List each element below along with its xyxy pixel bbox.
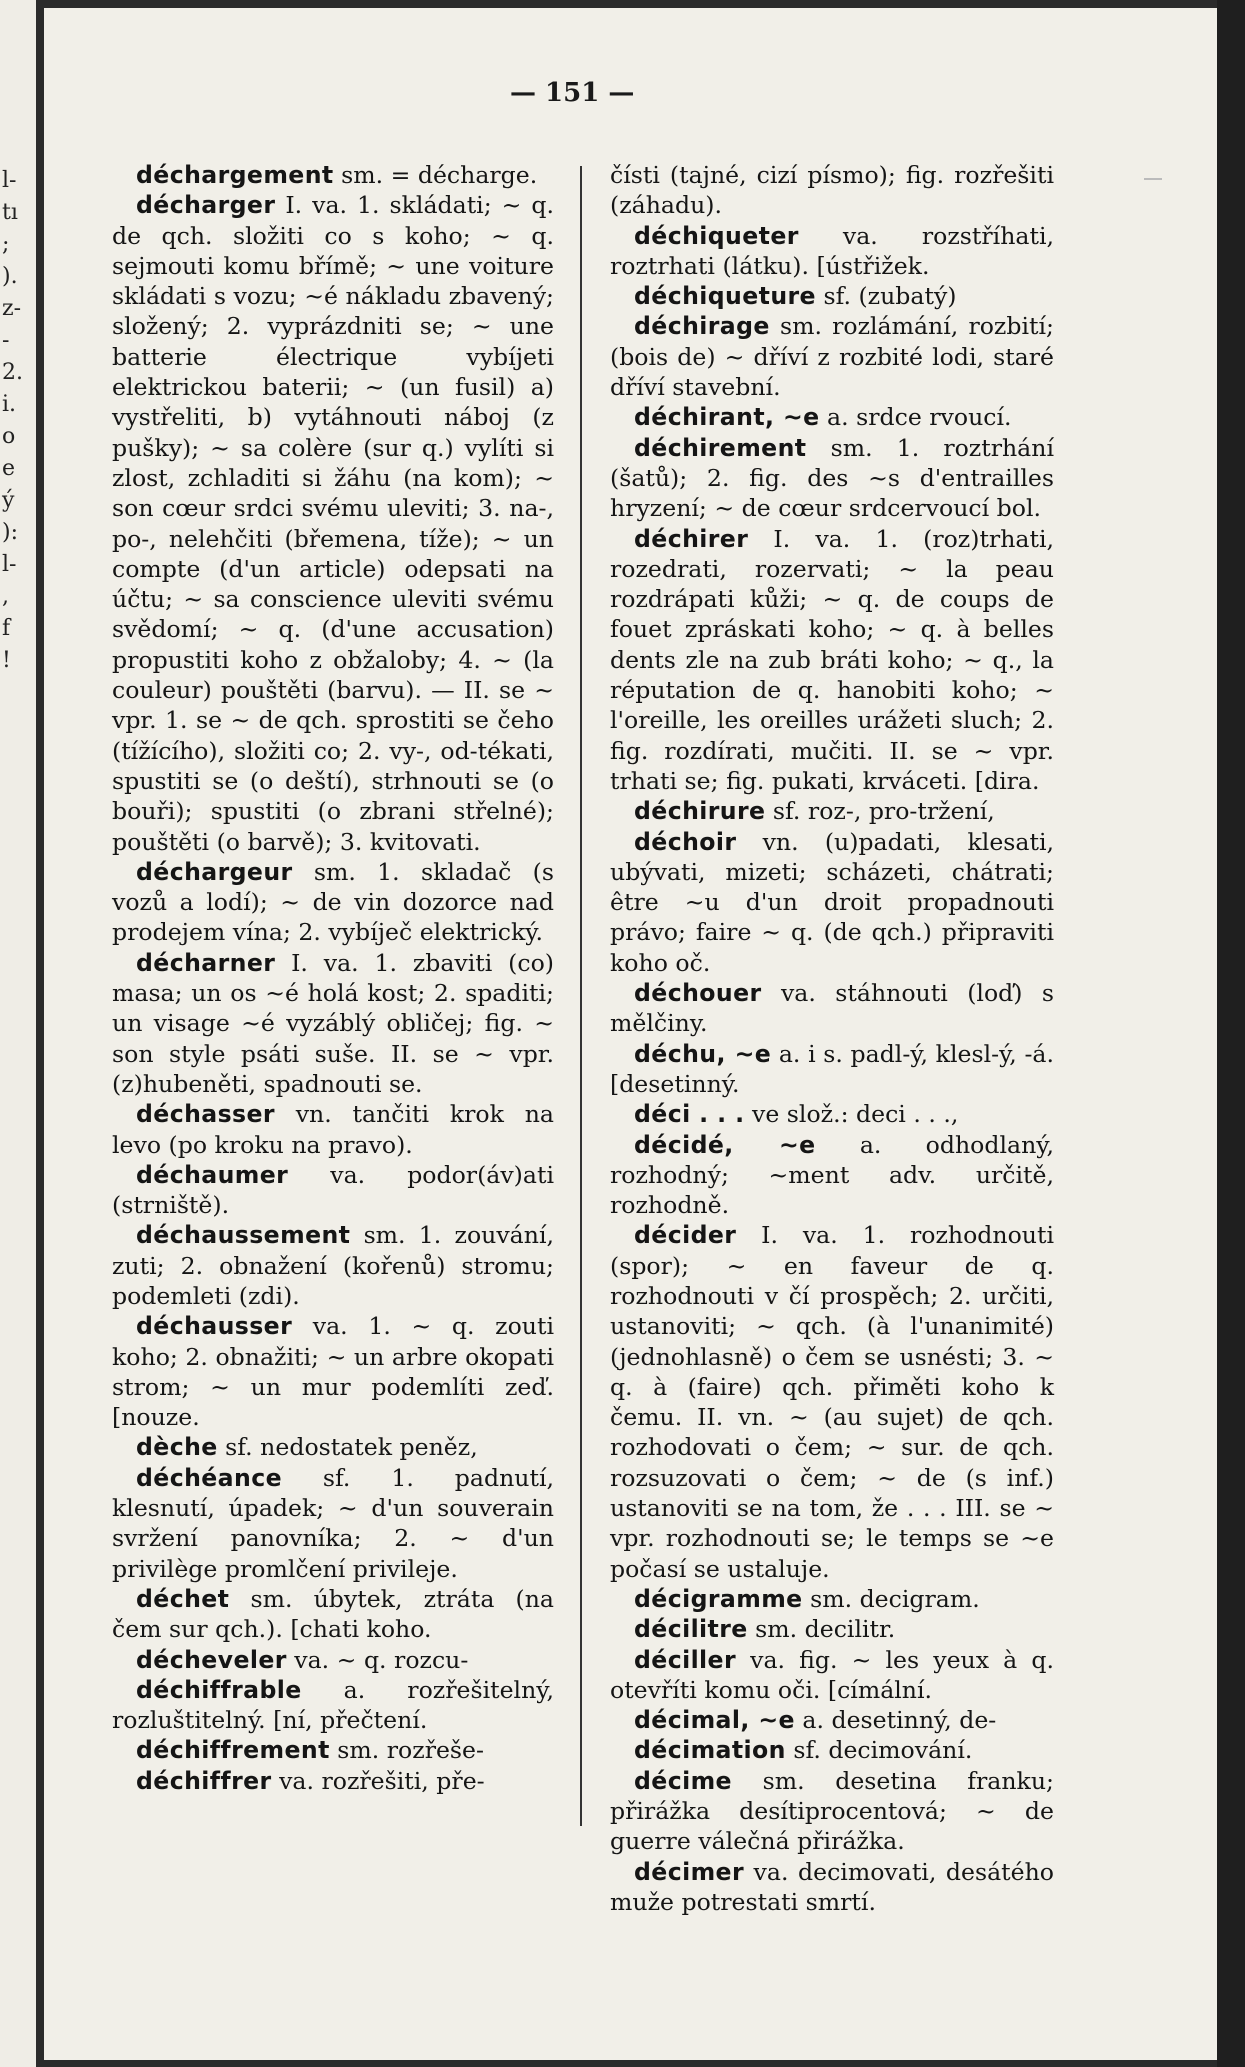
entry-headword: déci . . .	[634, 1100, 745, 1129]
dictionary-entry	[610, 1645, 1054, 1706]
entry-definition: sf. (zubatý)	[815, 282, 957, 311]
entry-headword: déchargeur	[136, 857, 293, 886]
entry-headword: déchirement	[634, 433, 807, 462]
entry-definition: ve slož.: deci . . .,	[744, 1100, 959, 1129]
entry-definition: va. 1. ~ q. zouti koho; 2. obnažiti; ~ un arbre okopati strom; ~ un mur podemlíti zeď. [nouze.	[112, 1312, 554, 1432]
margin-fragment: !	[2, 648, 11, 673]
adjacent-page-strip	[0, 0, 36, 2067]
dictionary-entry	[112, 1220, 554, 1311]
entry-headword: décharner	[136, 948, 276, 977]
dictionary-entry	[610, 1735, 1054, 1765]
entry-definition: vn. tančiti krok na levo (po kroku na pravo).	[112, 1100, 554, 1159]
margin-fragment: -	[2, 328, 10, 353]
entry-definition: a. i s. padl-ý, klesl-ý, -á. [desetinný.	[610, 1039, 1054, 1098]
margin-fragment: 2.	[2, 360, 23, 385]
entry-headword: déchiffrement	[136, 1736, 330, 1765]
entry-headword: déchausser	[136, 1312, 293, 1341]
entry-headword: décimal, ~e	[634, 1706, 795, 1735]
dictionary-entry	[112, 1099, 554, 1160]
dictionary-entry	[112, 1735, 554, 1765]
dictionary-entry	[610, 433, 1054, 524]
dictionary-entry	[112, 190, 554, 857]
dictionary-entry	[610, 1039, 1054, 1100]
dictionary-entry	[610, 402, 1054, 432]
entry-headword: déchaumer	[136, 1160, 289, 1189]
entry-headword: déchoir	[634, 827, 737, 856]
dictionary-entry	[112, 160, 554, 190]
entry-headword: déchiqueter	[634, 221, 799, 250]
entry-definition: va. rozstříhati, roztrhati (látku). [ústřižek.	[610, 221, 1054, 280]
margin-fragment: ;	[2, 232, 10, 257]
entry-definition: I. va. 1. skládati; ~ q. de qch. složiti co s koho; ~ q. sejmouti komu břímě; ~ une voiture skládati s vozu; ~é nákladu zbavený; složený; 2. vyprázdniti se; ~ une batterie électrique vybíjeti elektrickou baterii; ~ (un fusil) a) vystřeliti, b) vytáhnouti náboj (z pušky); ~ sa colère (sur q.) vylíti si zlost, zchladiti si žáhu (na kom); ~ son cœur srdci svému uleviti; 3. na-, po-, nelehčiti (břemena, tíže); ~ un compte (d'un article) odepsati na účtu; ~ sa conscience uleviti svému svědomí; ~ q. (d'une accusation) propustiti koho z obžaloby; 4. ~ (la couleur) pouštěti (barvu). — II. se ~ vpr. 1. se ~ de qch. sprostiti se čeho (tížícího), složiti co; 2. vy-, od-tékati, spustiti se (o deští), strhnouti se (o bouři); spustiti (o zbrani střelné); pouštěti (o barvě); 3. kvitovati.	[112, 191, 554, 856]
dictionary-entry	[610, 1857, 1054, 1918]
entry-headword: déchirant, ~e	[634, 403, 820, 432]
left-column	[112, 160, 554, 1796]
entry-headword: déchouer	[634, 979, 762, 1008]
dictionary-entry	[610, 160, 1054, 221]
margin-fragment: ý	[2, 488, 15, 513]
margin-fragment: f	[2, 616, 11, 641]
entry-headword: décidé, ~e	[634, 1130, 816, 1159]
entry-headword: déciller	[634, 1645, 736, 1674]
entry-definition: va. stáhnouti (loď) s mělčiny.	[610, 979, 1054, 1038]
entry-definition: sm. 1. zouvání, zuti; 2. obnažení (kořenů) stromu; podemleti (zdi).	[112, 1221, 554, 1310]
dictionary-entry	[610, 796, 1054, 826]
entry-definition: vn. (u)padati, klesati, ubývati, mizeti; scházeti, chátrati; être ~u d'un droit propadnouti právo; faire ~ q. (de qch.) připraviti koho oč.	[610, 827, 1054, 977]
entry-headword: déchaussement	[136, 1221, 351, 1250]
dictionary-entry	[112, 948, 554, 1099]
margin-fragment: ,	[2, 584, 9, 609]
dictionary-entry	[610, 827, 1054, 978]
margin-fragment: o	[2, 424, 16, 449]
dictionary-entry	[610, 1584, 1054, 1614]
entry-headword: déchirage	[634, 312, 770, 341]
entry-headword: dèche	[136, 1433, 218, 1462]
dictionary-entry	[610, 978, 1054, 1039]
entry-definition: a. desetinný, de-	[794, 1706, 997, 1735]
entry-headword: déchet	[136, 1584, 230, 1613]
column-divider	[580, 166, 582, 1826]
entry-definition: va. ~ q. rozcu-	[286, 1645, 469, 1674]
dictionary-entry	[112, 1584, 554, 1645]
dictionary-entry	[112, 1160, 554, 1221]
entry-definition: va. fig. ~ les yeux à q. otevříti komu oči. [címální.	[610, 1645, 1054, 1704]
entry-headword: déchargement	[136, 161, 334, 189]
entry-definition: sm. úbytek, ztráta (na čem sur qch.). [chati koho.	[112, 1584, 554, 1644]
dictionary-entry	[610, 1614, 1054, 1644]
dictionary-entry	[112, 1432, 554, 1462]
dictionary-entry	[610, 524, 1054, 797]
entry-headword: décime	[634, 1766, 732, 1795]
margin-fragment: ).	[2, 264, 18, 289]
entry-headword: déchirure	[634, 797, 766, 826]
entry-definition: sf. nedostatek peněz,	[217, 1433, 478, 1462]
dictionary-entry	[112, 1463, 554, 1584]
dictionary-entry	[112, 857, 554, 948]
dictionary-entry	[610, 1099, 1054, 1129]
entry-definition: sf. roz-, pro-tržení,	[765, 797, 995, 826]
dictionary-entry	[610, 1766, 1054, 1857]
entry-definition: va. decimovati, desátého muže potrestati smrtí.	[610, 1857, 1054, 1916]
margin-fragment: tı	[2, 200, 18, 225]
entry-headword: déchiffrable	[136, 1675, 302, 1704]
dictionary-entry	[610, 311, 1054, 402]
entry-headword: décimation	[634, 1736, 786, 1765]
entry-definition: sm. 1. roztrhání (šatů); 2. fig. des ~s d'entrailles hryzení; ~ de cœur srdcervoucí bol.	[610, 433, 1054, 523]
dictionary-entry	[112, 1311, 554, 1432]
entry-definition: a. odhodlaný, rozhodný; ~ment adv. určitě, rozhodně.	[610, 1130, 1054, 1220]
dictionary-entry	[610, 1130, 1054, 1221]
entry-headword: décider	[634, 1221, 737, 1250]
entry-definition: I. va. 1. (roz)trhati, rozedrati, rozervati; ~ la peau rozdrápati kůži; ~ q. de coups de fouet zpráskati koho; ~ q. à belles dents zle na zub bráti koho; ~ q., la réputation de q. hanobiti koho; ~ l'oreille, les oreilles urážeti sluch; 2. fig. rozdírati, mučiti. II. se ~ vpr. trhati se; fig. pukati, krváceti. [dira.	[610, 524, 1054, 795]
entry-definition: sf. decimování.	[785, 1736, 973, 1765]
entry-definition: sm. = décharge.	[333, 161, 538, 189]
entry-headword: déchiqueture	[634, 282, 816, 311]
entry-definition: sm. desetina franku; přirážka desítiprocentová; ~ de guerre válečná přirážka.	[610, 1766, 1054, 1856]
entry-headword: décharger	[136, 191, 276, 220]
dictionary-entry	[610, 221, 1054, 282]
entry-definition: a. srdce rvoucí.	[819, 403, 1012, 432]
entry-definition: sm. 1. skladač (s vozů a lodí); ~ de vin dozorce nad prodejem vína; 2. vybíječ elektrický.	[112, 857, 554, 947]
entry-definition: sm. rozlámání, rozbití; (bois de) ~ dříví z rozbité lodi, staré dříví stavební.	[610, 312, 1054, 402]
entry-definition: va. rozřešiti, pře-	[271, 1766, 485, 1795]
entry-definition: a. rozřešitelný, rozluštitelný. [ní, přečtení.	[112, 1675, 554, 1735]
page-edge-shadow	[1217, 0, 1245, 2067]
margin-fragment: ):	[2, 520, 18, 545]
entry-headword: déchéance	[136, 1463, 282, 1492]
margin-fragment: e	[2, 456, 16, 481]
margin-fragment: l-	[2, 552, 17, 577]
dictionary-entry	[610, 1705, 1054, 1735]
entry-definition: va. podor(áv)ati (strniště).	[112, 1160, 554, 1220]
entry-headword: déchiffrer	[136, 1766, 272, 1795]
dictionary-entry	[112, 1766, 554, 1796]
entry-definition: sf. 1. padnutí, klesnutí, úpadek; ~ d'un souverain svržení panovníka; 2. ~ d'un privilège promlčení privileje.	[112, 1463, 554, 1583]
entry-headword: déchasser	[136, 1100, 275, 1129]
entry-headword: décilitre	[634, 1615, 748, 1644]
dictionary-entry	[112, 1645, 554, 1675]
entry-definition: sm. decigram.	[802, 1584, 980, 1613]
page-number: — 151 —	[510, 78, 635, 108]
entry-headword: déchu, ~e	[634, 1039, 772, 1068]
margin-fragment: i.	[2, 392, 17, 417]
entry-headword: décimer	[634, 1857, 744, 1886]
margin-fragment: l-	[2, 168, 17, 193]
right-column	[610, 160, 1054, 1917]
entry-headword: décheveler	[136, 1645, 287, 1674]
entry-headword: décigramme	[634, 1584, 803, 1613]
edge-mark	[1144, 178, 1162, 180]
entry-definition: I. va. 1. zbaviti (co) masa; un os ~é holá kost; 2. spaditi; un visage ~é vyzáblý obličej; fig. ~ son style psáti suše. II. se ~ vpr. (z)hubeněti, spadnouti se.	[112, 948, 554, 1098]
entry-definition: sm. decilitr.	[747, 1615, 896, 1644]
dictionary-entry	[610, 1220, 1054, 1584]
margin-fragment: z-	[2, 296, 22, 321]
dictionary-entry	[112, 1675, 554, 1736]
entry-definition: sm. rozřeše-	[329, 1736, 484, 1765]
entry-definition: čísti (tajné, cizí písmo); fig. rozřešiti (záhadu).	[610, 161, 1054, 220]
entry-definition: I. va. 1. rozhodnouti (spor); ~ en faveur de q. rozhodnouti v čí prospěch; 2. určiti, ustanoviti; ~ qch. (à l'unanimité) (jednohlasně) o čem se usnésti; 3. ~ q. à (faire) qch. přiměti koho k čemu. II. vn. ~ (au sujet) de qch. rozhodovati o čem; ~ sur. de qch. rozsuzovati o čem; ~ de (s inf.) ustanoviti se na tom, že . . . III. se ~ vpr. rozhodnouti se; le temps se ~e počasí se ustaluje.	[610, 1221, 1054, 1583]
dictionary-entry	[610, 281, 1054, 311]
entry-headword: déchirer	[634, 524, 749, 553]
